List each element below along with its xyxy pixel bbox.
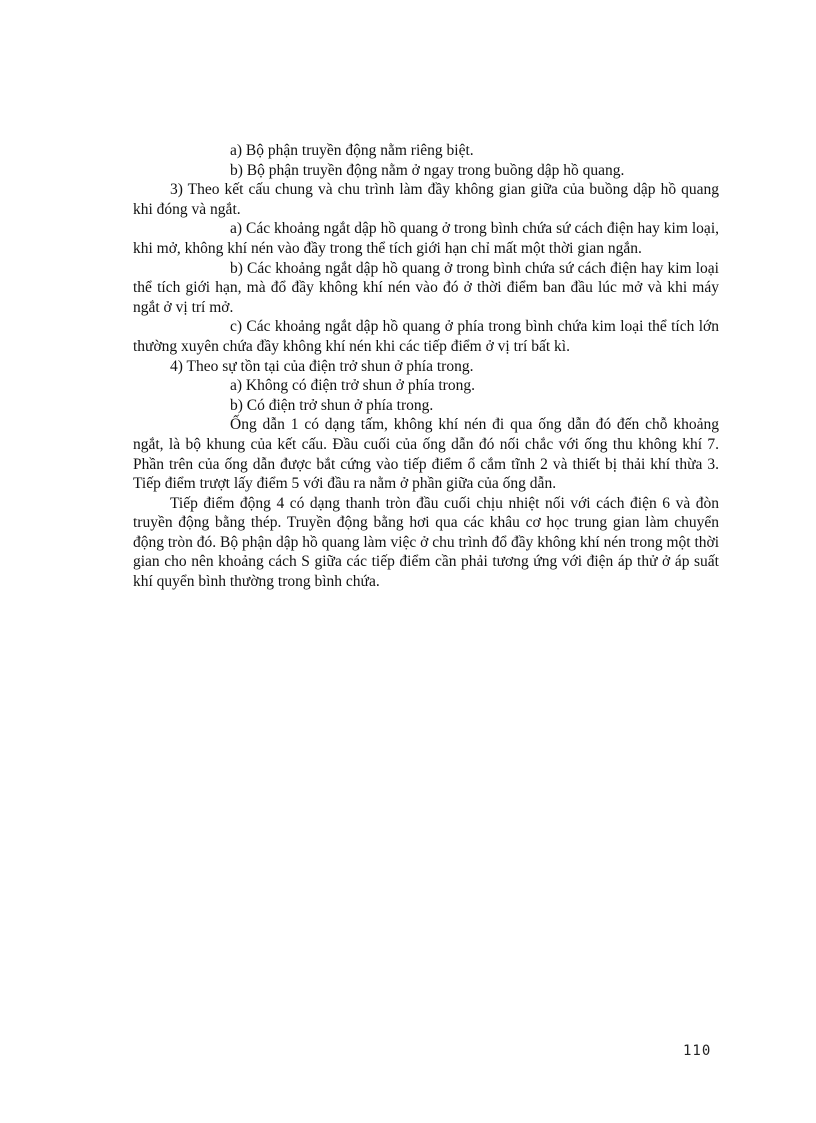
paragraph-item-a1: a) Bộ phận truyền động nằm riêng biệt. — [230, 142, 474, 159]
page-number: 110 — [683, 1043, 712, 1059]
paragraph-item-b4: b) Có điện trở shun ở phía trong. — [230, 396, 434, 414]
document-body — [133, 141, 719, 592]
paragraph-item-a4: a) Không có điện trở shun ở phía trong. — [230, 377, 475, 395]
paragraph-item-b1: b) Bộ phận truyền động nằm ở ngay trong buồng dập hồ quang. — [230, 161, 625, 179]
paragraph-heading-4: 4) Theo sự tồn tại của điện trở shun ở phía trong. — [170, 357, 474, 375]
paragraph-heading-3: 3) Theo kết cấu chung và chu trình làm đầy không gian giữa của buồng dập hồ quang khi đóng và ngắt. — [133, 181, 719, 218]
paragraph-description-contact: Tiếp điểm động 4 có dạng thanh tròn đầu cuối chịu nhiệt nối với cách điện 6 và đòn truyền động bằng thép. Truyền động bằng hơi qua các khâu cơ học trung gian làm chuyển động tròn đó. Bộ phận dập hồ quang làm việc ở chu trình đổ đầy không khí nén trong một thời gian cho nên khoảng cách S giữa các tiếp điểm cần phải tương ứng với điện áp thử ở áp suất khí quyển bình thường trong bình chứa. — [133, 494, 719, 591]
paragraph-description-pipe: Ống dẫn 1 có dạng tấm, không khí nén đi qua ống dẫn đó đến chỗ khoảng ngắt, là bộ khung của kết cấu. Đầu cuối của ống dẫn đó nối chắc với ống thu không khí 7. Phần trên của ống dẫn được bắt cứng vào tiếp điểm ổ cắm tĩnh 2 và thiết bị thải khí thừa 3. Tiếp điểm trượt lấy điểm 5 với đầu ra nằm ở phần giữa của ống dẫn. — [133, 416, 719, 493]
paragraph-item-a3: a) Các khoảng ngắt dập hồ quang ở trong bình chứa sứ cách điện hay kim loại, khi mở, không khí nén vào đầy trong thể tích giới hạn chỉ mất một thời gian ngắn. — [133, 220, 719, 257]
paragraph-item-c3: c) Các khoảng ngắt dập hồ quang ở phía trong bình chứa kim loại thể tích lớn thường xuyên chứa đầy không khí nén khi các tiếp điểm ở vị trí bất kì. — [133, 318, 719, 355]
paragraph-item-b3: b) Các khoảng ngắt dập hồ quang ở trong bình chứa sứ cách điện hay kim loại thể tích giới hạn, mà đổ đầy không khí nén vào đó ở thời điểm ban đầu lúc mở và khi máy ngắt ở vị trí mở. — [133, 259, 719, 316]
